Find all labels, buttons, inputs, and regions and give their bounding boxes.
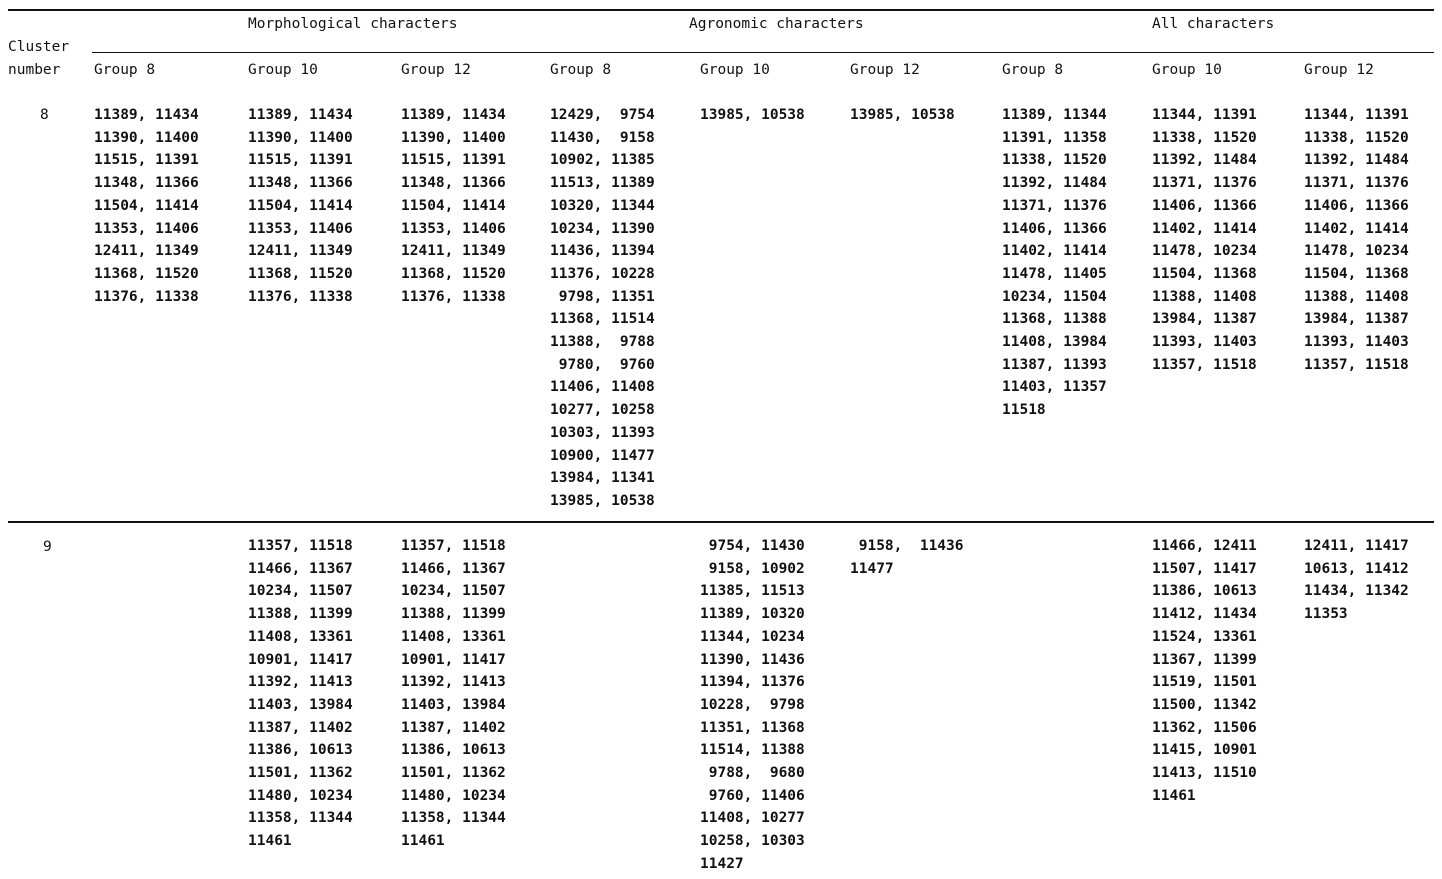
- subheader-all-group10: Group 10: [1152, 62, 1222, 78]
- morphological-group-header: Morphological characters: [248, 16, 458, 32]
- cell-line: 11348, 11366: [401, 175, 506, 192]
- cell-line: 11408, 13361: [401, 628, 506, 645]
- cell-line: 11344, 11391: [1152, 107, 1257, 123]
- cell-line: 9158, 10902: [700, 560, 805, 577]
- cell-line: 11406, 11366: [1304, 197, 1409, 214]
- cell-line: 11515, 11391: [248, 152, 353, 169]
- cell-line: 9760, 11406: [700, 787, 805, 804]
- cell-line: 10234, 11390: [550, 220, 655, 237]
- cell-line: 12411, 11417: [1304, 538, 1409, 554]
- cell-line: 11466, 11367: [248, 560, 353, 577]
- cell-line: 11348, 11366: [248, 175, 353, 192]
- cell-line: 10902, 11385: [550, 152, 655, 169]
- cell-line: 10277, 10258: [550, 402, 655, 419]
- cell-c8-morph-g12: [401, 104, 506, 308]
- cell-line: 11515, 11391: [94, 152, 199, 169]
- cell-line: 11413, 11510: [1152, 765, 1257, 782]
- cell-line: 11357, 11518: [1152, 356, 1257, 373]
- cell-line: 11376, 11338: [401, 288, 506, 305]
- cell-line: 11402, 11414: [1152, 220, 1257, 237]
- cell-line: 11388, 11399: [401, 606, 506, 623]
- cell-line: 11367, 11399: [1152, 651, 1257, 668]
- cell-line: 11376, 11338: [94, 288, 199, 305]
- cell-line: 13984, 11387: [1152, 311, 1257, 328]
- cell-line: 11500, 11342: [1152, 696, 1257, 713]
- cell-line: 11427: [700, 855, 744, 872]
- cell-line: 11368, 11388: [1002, 311, 1107, 328]
- cell-line: 11436, 11394: [550, 243, 655, 260]
- cell-line: 11406, 11366: [1002, 220, 1107, 237]
- cell-line: 11357, 11518: [1304, 356, 1409, 373]
- cell-line: 11466, 12411: [1152, 538, 1257, 554]
- cell-line: 11403, 13984: [401, 696, 506, 713]
- cell-line: 11408, 13361: [248, 628, 353, 645]
- cell-line: 10900, 11477: [550, 447, 655, 464]
- cell-line: 10901, 11417: [401, 651, 506, 668]
- cell-line: 11368, 11520: [248, 265, 353, 282]
- cell-line: 11353, 11406: [94, 220, 199, 237]
- cell-line: 10258, 10303: [700, 833, 805, 850]
- cell-line: 11353: [1304, 606, 1348, 623]
- cell-line: 11504, 11368: [1152, 265, 1257, 282]
- cell-line: 11403, 13984: [248, 696, 353, 713]
- cell-c8-morph-g10: [248, 104, 353, 308]
- cell-c8-agro-g8: [550, 104, 655, 513]
- cell-line: 10228, 9798: [700, 696, 805, 713]
- cell-line: 11338, 11520: [1304, 129, 1409, 146]
- cell-line: 11388, 9788: [550, 334, 655, 351]
- cell-line: 12411, 11349: [248, 243, 353, 260]
- cell-line: 11392, 11484: [1152, 152, 1257, 169]
- subheader-agro-group10: Group 10: [700, 62, 770, 78]
- cell-line: 11390, 11436: [700, 651, 805, 668]
- subheader-morph-group8: Group 8: [94, 62, 156, 78]
- cell-line: 10320, 11344: [550, 197, 655, 214]
- cell-line: 11389, 10320: [700, 606, 805, 623]
- cell-line: 11513, 11389: [550, 175, 655, 192]
- subheader-all-group12: Group 12: [1304, 62, 1374, 78]
- cell-c9-morph-g12: [401, 535, 506, 853]
- cell-line: 10613, 11412: [1304, 560, 1409, 577]
- cell-line: 11478, 10234: [1304, 243, 1409, 260]
- header-sub-rule: [92, 52, 1434, 53]
- cell-line: 12429, 9754: [550, 107, 655, 123]
- cluster-number-header-line1: Cluster: [8, 39, 70, 55]
- cell-line: 12411, 11349: [401, 243, 506, 260]
- cell-line: 11461: [248, 833, 292, 850]
- cell-c9-agro-g12: [850, 535, 964, 580]
- cell-line: 11515, 11391: [401, 152, 506, 169]
- cell-line: 13985, 10538: [700, 107, 805, 123]
- cell-line: 11402, 11414: [1002, 243, 1107, 260]
- cell-line: 11368, 11514: [550, 311, 655, 328]
- cell-line: 10234, 11507: [401, 583, 506, 600]
- cell-line: 11518: [1002, 402, 1046, 419]
- cell-line: 11386, 10613: [248, 742, 353, 759]
- cell-line: 11390, 11400: [248, 129, 353, 146]
- cell-line: 11357, 11518: [248, 538, 353, 554]
- cell-line: 11353, 11406: [248, 220, 353, 237]
- cell-line: 11412, 11434: [1152, 606, 1257, 623]
- cell-line: 11402, 11414: [1304, 220, 1409, 237]
- cell-line: 11478, 11405: [1002, 265, 1107, 282]
- cell-line: 11388, 11408: [1304, 288, 1409, 305]
- cell-line: 11434, 11342: [1304, 583, 1409, 600]
- cell-line: 11514, 11388: [700, 742, 805, 759]
- cluster-number-header-line2: number: [8, 62, 61, 78]
- cell-line: 11501, 11362: [248, 765, 353, 782]
- cell-c8-all-g10: [1152, 104, 1257, 376]
- cell-c8-morph-g8: [94, 104, 199, 308]
- cell-line: 11393, 11403: [1152, 334, 1257, 351]
- cell-line: 11391, 11358: [1002, 129, 1107, 146]
- cell-line: 11387, 11393: [1002, 356, 1107, 373]
- cell-line: 11415, 10901: [1152, 742, 1257, 759]
- all-characters-group-header: All characters: [1152, 16, 1275, 32]
- cell-line: 9158, 11436: [850, 538, 964, 554]
- cell-line: 11519, 11501: [1152, 674, 1257, 691]
- cell-line: 11386, 10613: [401, 742, 506, 759]
- cell-line: 11387, 11402: [248, 719, 353, 736]
- cell-line: 11461: [1152, 787, 1196, 804]
- cell-line: 10901, 11417: [248, 651, 353, 668]
- cell-line: 11388, 11399: [248, 606, 353, 623]
- cell-line: 11403, 11357: [1002, 379, 1107, 396]
- cell-line: 11338, 11520: [1002, 152, 1107, 169]
- cell-line: 11351, 11368: [700, 719, 805, 736]
- cell-line: 11392, 11484: [1304, 152, 1409, 169]
- cell-line: 11371, 11376: [1152, 175, 1257, 192]
- cell-line: 13984, 11387: [1304, 311, 1409, 328]
- cell-line: 11358, 11344: [248, 810, 353, 827]
- cell-line: 11348, 11366: [94, 175, 199, 192]
- agronomic-group-header: Agronomic characters: [689, 16, 864, 32]
- cell-line: 10303, 11393: [550, 424, 655, 441]
- cell-c8-all-g8: [1002, 104, 1107, 422]
- cell-line: 11461: [401, 833, 445, 850]
- cell-line: 11477: [850, 560, 894, 577]
- cell-line: 11371, 11376: [1002, 197, 1107, 214]
- cell-line: 10234, 11504: [1002, 288, 1107, 305]
- cell-line: 11524, 13361: [1152, 628, 1257, 645]
- cell-line: 11362, 11506: [1152, 719, 1257, 736]
- cell-line: 13985, 10538: [550, 492, 655, 509]
- cell-line: 9780, 9760: [550, 356, 655, 373]
- subheader-all-group8: Group 8: [1002, 62, 1064, 78]
- cell-line: 11376, 10228: [550, 265, 655, 282]
- cell-line: 11430, 9158: [550, 129, 655, 146]
- cell-line: 11368, 11520: [401, 265, 506, 282]
- cell-line: 11389, 11434: [401, 107, 506, 123]
- cell-line: 11388, 11408: [1152, 288, 1257, 305]
- cell-line: 11393, 11403: [1304, 334, 1409, 351]
- subheader-agro-group8: Group 8: [550, 62, 612, 78]
- cell-line: 13985, 10538: [850, 107, 955, 123]
- cell-line: 11338, 11520: [1152, 129, 1257, 146]
- subheader-agro-group12: Group 12: [850, 62, 920, 78]
- cluster-number-9: 9: [43, 539, 52, 555]
- subheader-morph-group12: Group 12: [401, 62, 471, 78]
- cell-line: 11385, 11513: [700, 583, 805, 600]
- cell-line: 11389, 11434: [94, 107, 199, 123]
- cell-line: 11507, 11417: [1152, 560, 1257, 577]
- cell-line: 11392, 11413: [248, 674, 353, 691]
- cell-line: 12411, 11349: [94, 243, 199, 260]
- cell-line: 11389, 11344: [1002, 107, 1107, 123]
- table-top-rule: [8, 9, 1434, 11]
- cell-c9-morph-g10: [248, 535, 353, 853]
- cell-line: 11386, 10613: [1152, 583, 1257, 600]
- cell-line: 9788, 9680: [700, 765, 805, 782]
- cell-line: 11368, 11520: [94, 265, 199, 282]
- cell-line: 11408, 10277: [700, 810, 805, 827]
- cell-c8-all-g12: [1304, 104, 1409, 376]
- cell-line: 11501, 11362: [401, 765, 506, 782]
- cell-line: 11357, 11518: [401, 538, 506, 554]
- cell-line: 11358, 11344: [401, 810, 506, 827]
- cell-line: 11504, 11414: [401, 197, 506, 214]
- cell-line: 11389, 11434: [248, 107, 353, 123]
- cell-line: 11480, 10234: [401, 787, 506, 804]
- subheader-morph-group10: Group 10: [248, 62, 318, 78]
- cell-line: 9754, 11430: [700, 538, 805, 554]
- cell-line: 11480, 10234: [248, 787, 353, 804]
- cell-line: 11478, 10234: [1152, 243, 1257, 260]
- cell-line: 11406, 11366: [1152, 197, 1257, 214]
- cell-line: 11376, 11338: [248, 288, 353, 305]
- cell-line: 11392, 11484: [1002, 175, 1107, 192]
- cell-line: 11387, 11402: [401, 719, 506, 736]
- cell-line: 11371, 11376: [1304, 175, 1409, 192]
- cell-line: 11390, 11400: [401, 129, 506, 146]
- cluster-number-8: 8: [40, 107, 49, 123]
- cell-line: 11504, 11414: [94, 197, 199, 214]
- cell-line: 11344, 10234: [700, 628, 805, 645]
- cell-c9-agro-g10: [700, 535, 805, 876]
- cluster-divider-rule: [8, 521, 1434, 523]
- cell-line: 11392, 11413: [401, 674, 506, 691]
- cell-line: 11504, 11414: [248, 197, 353, 214]
- cell-c9-all-g12: [1304, 535, 1409, 626]
- cell-c8-agro-g12: [850, 104, 955, 127]
- cell-line: 11344, 11391: [1304, 107, 1409, 123]
- cell-line: 11406, 11408: [550, 379, 655, 396]
- cell-line: 13984, 11341: [550, 470, 655, 487]
- cell-line: 11394, 11376: [700, 674, 805, 691]
- cell-line: 10234, 11507: [248, 583, 353, 600]
- cell-line: 9798, 11351: [550, 288, 655, 305]
- cell-c9-all-g10: [1152, 535, 1257, 807]
- cell-line: 11408, 13984: [1002, 334, 1107, 351]
- cell-line: 11504, 11368: [1304, 265, 1409, 282]
- cell-line: 11353, 11406: [401, 220, 506, 237]
- cell-line: 11466, 11367: [401, 560, 506, 577]
- cell-c8-agro-g10: [700, 104, 805, 127]
- cell-line: 11390, 11400: [94, 129, 199, 146]
